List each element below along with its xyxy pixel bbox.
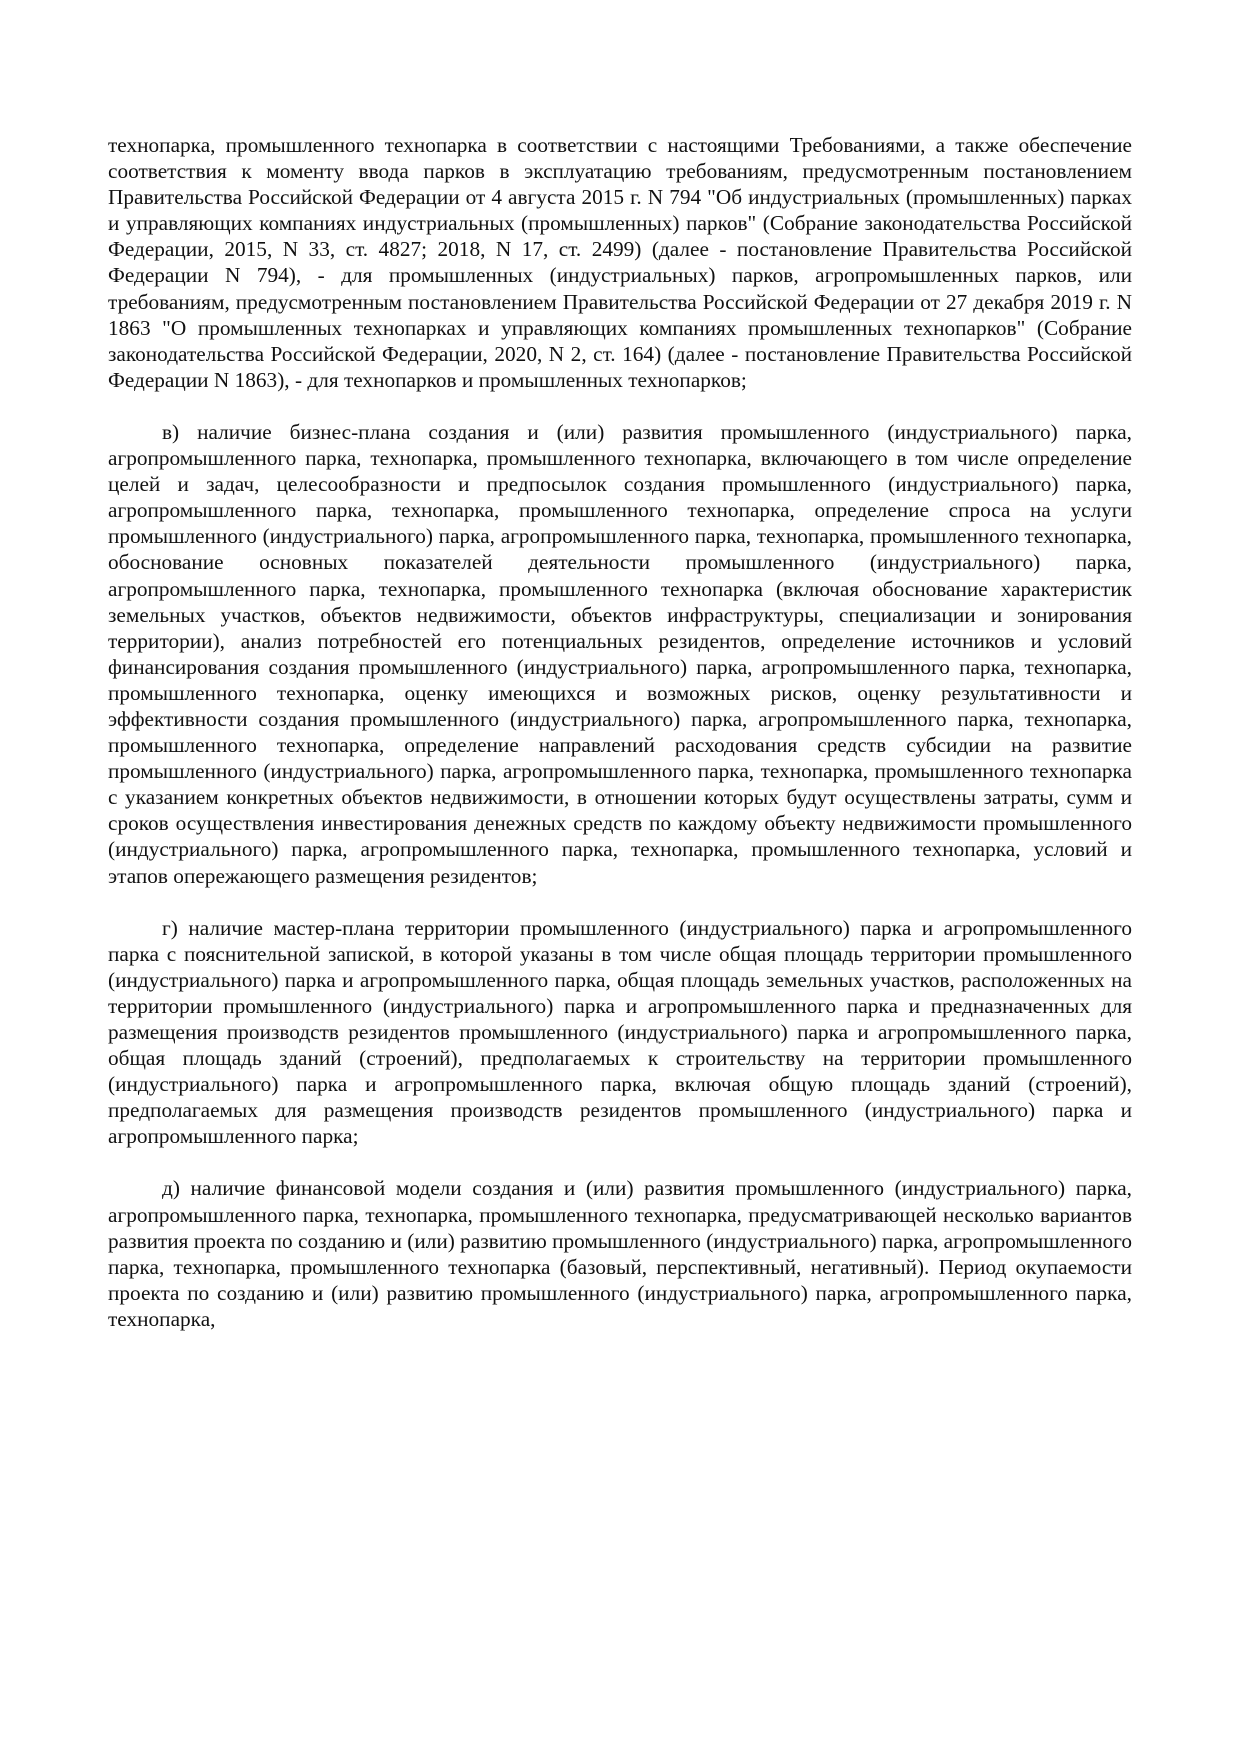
paragraph-continuation: технопарка, промышленного технопарка в соответствии с настоящими Требованиями, а также обеспечение соответствия к моменту ввода парков в эксплуатацию требованиям, предусмотренным постановлением Правительства Российской Федерации от 4 августа 2015 г. N 794 "Об индустриальных (промышленных) парках и управляющих компаниях индустриальных (промышленных) парков" (Собрание законодательства Российской Федерации, 2015, N 33, ст. 4827; 2018, N 17, ст. 2499) (далее - постановление Правительства Российской Федерации N 794), - для промышленных (индустриальных) парков, агропромышленных парков, или требованиям, предусмотренным постановлением Правительства Российской Федерации от 27 декабря 2019 г. N 1863 "О промышленных технопарках и управляющих компаниях промышленных технопарков" (Собрание законодательства Российской Федерации, 2020, N 2, ст. 164) (далее - постановление Правительства Российской Федерации N 1863), - для технопарков и промышленных технопарков; (108, 133, 1132, 392)
paragraph-item-d: д) наличие финансовой модели создания и (или) развития промышленного (индустриального) парка, агропромышленного парка, технопарка, промышленного технопарка, предусматривающей несколько вариантов развития проекта по созданию и (или) развитию промышленного (индустриального) парка, агропромышленного парка, технопарка, промышленного технопарка (базовый, перспективный, негативный). Период окупаемости проекта по созданию и (или) развитию промышленного (индустриального) парка, агропромышленного парка, технопарка, (108, 1176, 1132, 1331)
paragraph-item-g: г) наличие мастер-плана территории промышленного (индустриального) парка и агропромышленного парка с пояснительной запиской, в которой указаны в том числе общая площадь территории промышленного (индустриального) парка и агропромышленного парка, общая площадь земельных участков, расположенных на территории промышленного (индустриального) парка и агропромышленного парка и предназначенных для размещения производств резидентов промышленного (индустриального) парка и агропромышленного парка, общая площадь зданий (строений), предполагаемых к строительству на территории промышленного (индустриального) парка и агропромышленного парка, включая общую площадь зданий (строений), предполагаемых для размещения производств резидентов промышленного (индустриального) парка и агропромышленного парка; (108, 915, 1132, 1149)
paragraph-item-v: в) наличие бизнес-плана создания и (или) развития промышленного (индустриального) парка, агропромышленного парка, технопарка, промышленного технопарка, включающего в том числе определение целей и задач, целесообразности и предпосылок создания промышленного (индустриального) парка, агропромышленного парка, технопарка, промышленного технопарка, определение спроса на услуги промышленного (индустриального) парка, агропромышленного парка, технопарка, промышленного технопарка, обоснование основных показателей деятельности промышленного (индустриального) парка, агропромышленного парка, технопарка, промышленного технопарка (включая обоснование характеристик земельных участков, объектов недвижимости, объектов инфраструктуры, специализации и зонирования территории), анализ потребностей его потенциальных резидентов, определение источников и условий финансирования создания промышленного (индустриального) парка, агропромышленного парка, технопарка, промышленного технопарка, оценку имеющихся и возможных рисков, оценку результативности и эффективности создания промышленного (индустриального) парка, агропромышленного парка, технопарка, промышленного технопарка, определение направлений расходования средств субсидии на развитие промышленного (индустриального) парка, агропромышленного парка, технопарка, промышленного технопарка с указанием конкретных объектов недвижимости, в отношении которых будут осуществлены затраты, сумм и сроков осуществления инвестирования денежных средств по каждому объекту недвижимости промышленного (индустриального) парка, агропромышленного парка, технопарка, промышленного технопарка, условий и этапов опережающего размещения резидентов; (108, 419, 1132, 888)
document-page (108, 132, 1132, 1358)
